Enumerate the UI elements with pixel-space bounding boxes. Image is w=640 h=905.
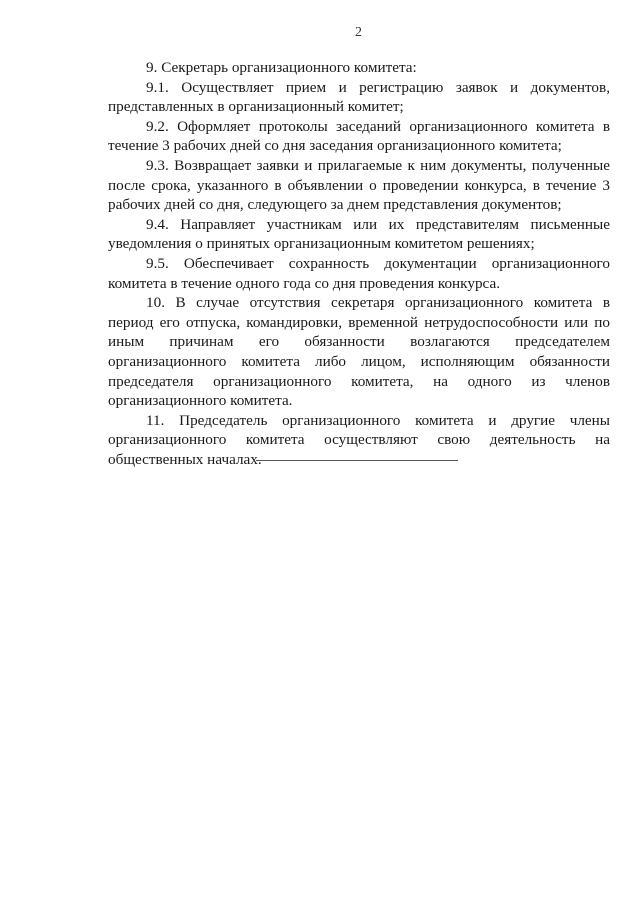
paragraph-11: 11. Председатель организационного комитета и другие члены организационного комитета осуществляют свою деятельность на общественных началах.: [108, 411, 610, 468]
paragraph-9-1: 9.1. Осуществляет прием и регистрацию заявок и документов, представленных в организационный комитет;: [108, 78, 610, 116]
paragraph-9-4: 9.4. Направляет участникам или их представителям письменные уведомления о принятых организационным комитетом решениях;: [108, 215, 610, 253]
page-number: 2: [355, 25, 362, 40]
end-separator-line: [256, 460, 458, 461]
document-body: [108, 58, 610, 469]
paragraph-9-5: 9.5. Обеспечивает сохранность документации организационного комитета в течение одного года со дня проведения конкурса.: [108, 254, 610, 292]
paragraph-10: 10. В случае отсутствия секретаря организационного комитета в период его отпуска, командировки, временной нетрудоспособности или по иным причинам его обязанности возлагаются председателем организационного комитета либо лицом, исполняющим обязанности председателя организационного комитета, на одного из членов организационного комитета.: [108, 294, 610, 410]
paragraph-9-3: 9.3. Возвращает заявки и прилагаемые к ним документы, полученные после срока, указанного в объявлении о проведении конкурса, в течение 3 рабочих дней со дня, следующего за днем представления документов;: [108, 156, 610, 214]
paragraph-9: 9. Секретарь организационного комитета:: [146, 59, 417, 76]
paragraph-9-2: 9.2. Оформляет протоколы заседаний организационного комитета в течение 3 рабочих дней со дня заседания организационного комитета;: [108, 117, 610, 155]
